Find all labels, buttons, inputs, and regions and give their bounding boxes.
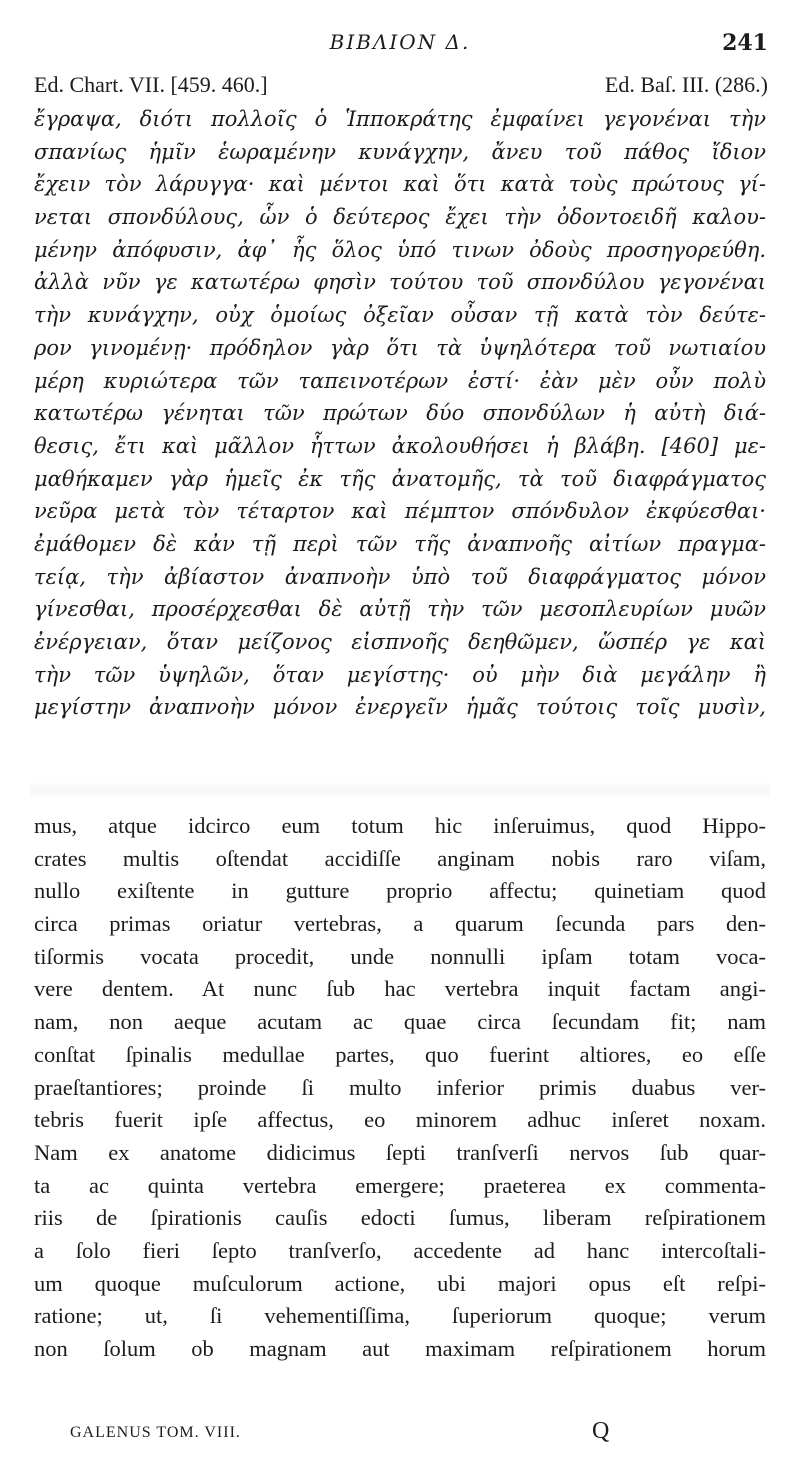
page-number: 241 xyxy=(722,30,768,56)
latin-text-line: a ſolo fieri ſepto tranſverſo, accedente ad hanc intercoſtali- xyxy=(34,1237,766,1263)
greek-text-line: ἐμάθομεν δὲ κἀν τῇ περὶ τῶν τῆς ἀναπνοῆς αἰτίων πραγμα- xyxy=(34,531,766,556)
edition-chart-reference: Ed. Chart. VII. [459. 460.] xyxy=(34,72,268,97)
latin-text-line: vere dentem. At nunc ſub hac vertebra inquit factam angi- xyxy=(34,976,766,1002)
latin-text-line: crates multis oſtendat accidiſſe anginam nobis raro viſam, xyxy=(34,845,766,871)
edition-reference-line xyxy=(34,72,768,98)
running-title: ΒΙΒΛΙΟΝ Δ. xyxy=(329,30,471,54)
latin-text-line: conſtat ſpinalis medullae partes, quo fuerint altiores, eo eſſe xyxy=(34,1041,766,1067)
latin-text-line: um quoque muſculorum actione, ubi majori opus eſt reſpi- xyxy=(34,1270,766,1296)
signature-mark: Q xyxy=(592,1418,610,1444)
greek-text-line: σπανίως ἡμῖν ἑωραμένην κυνάγχην, ἄνευ τοῦ πάθος ἴδιον xyxy=(34,139,766,164)
greek-text-line: γίνεσθαι, προσέρχεσθαι δὲ αὐτῇ τὴν τῶν μεσοπλευρίων μυῶν xyxy=(34,597,766,622)
greek-text-line: ρον γινομένῃ· πρόδηλον γὰρ ὅτι τὰ ὑψηλότερα τοῦ νωτιαίου xyxy=(34,335,766,360)
greek-text-line: ἀλλὰ νῦν γε κατωτέρω φησὶν τούτου τοῦ σπονδύλου γεγονέναι xyxy=(34,270,766,295)
latin-text-line: praeſtantiores; proinde ſi multo inferior primis duabus ver- xyxy=(34,1074,766,1100)
greek-text-line: νεῦρα μετὰ τὸν τέταρτον καὶ πέμπτον σπόνδυλον ἐκφύεσθαι· xyxy=(34,499,766,524)
greek-text-block xyxy=(34,103,766,724)
latin-text-line: riis de ſpirationis cauſis edocti ſumus, liberam reſpirationem xyxy=(34,1205,766,1231)
greek-text-line: μέρη κυριώτερα τῶν ταπεινοτέρων ἐστί· ἐὰν μὲν οὖν πολὺ xyxy=(34,368,766,393)
latin-text-line: nam, non aeque acutam ac quae circa ſecundam fit; nam xyxy=(34,1009,766,1035)
greek-text-line: τὴν τῶν ὑψηλῶν, ὅταν μεγίστης· οὐ μὴν διὰ μεγάλην ἢ xyxy=(34,662,766,687)
greek-text-line: ἔχειν τὸν λάρυγγα· καὶ μέντοι καὶ ὅτι κατὰ τοὺς πρώτους γί- xyxy=(34,172,766,197)
greek-text-line: ἔγραψα, διότι πολλοῖς ὁ Ἱπποκράτης ἐμφαίνει γεγονέναι τὴν xyxy=(34,107,766,131)
greek-text-line: μένην ἀπόφυσιν, ἀφ᾽ ἧς ὅλος ὑπό τινων ὀδοὺς προσηγορεύθη. xyxy=(34,237,766,262)
greek-text-line: μαθήκαμεν γὰρ ἡμεῖς ἐκ τῆς ἀνατομῆς, τὰ τοῦ διαφράγματος xyxy=(34,466,766,491)
edition-basel-reference: Ed. Baſ. III. (286.) xyxy=(604,72,768,97)
latin-text-line: circa primas oriatur vertebras, a quarum ſecunda pars den- xyxy=(34,911,766,937)
latin-text-line: tebris fuerit ipſe affectus, eo minorem adhuc inſeret noxam. xyxy=(34,1107,766,1133)
greek-text-line: τείᾳ, τὴν ἀβίαστον ἀναπνοὴν ὑπὸ τοῦ διαφράγματος μόνον xyxy=(34,564,766,589)
footer-signature: GALENUS TOM. VIII. xyxy=(70,1424,241,1441)
greek-text-line: κατωτέρω γένηται τῶν πρώτων δύο σπονδύλων ἡ αὐτὴ διά- xyxy=(34,401,766,426)
latin-text-line: non ſolum ob magnam aut maximam reſpirationem horum xyxy=(34,1336,766,1361)
latin-text-line: ta ac quinta vertebra emergere; praeterea ex commenta- xyxy=(34,1172,766,1198)
greek-text-line: θεσις, ἔτι καὶ μᾶλλον ἧττων ἀκολουθήσει ἡ βλάβη. [460] με- xyxy=(34,433,766,458)
latin-text-block xyxy=(34,810,766,1366)
latin-text-line: tiſormis vocata procedit, unde nonnulli ipſam totam voca- xyxy=(34,943,766,969)
bleed-through-shadow xyxy=(30,782,770,798)
latin-text-line: Nam ex anatome didicimus ſepti tranſverſi nervos ſub quar- xyxy=(34,1139,766,1165)
greek-text-line: μεγίστην ἀναπνοὴν μόνον ἐνεργεῖν ἡμᾶς τούτοις τοῖς μυσὶν, xyxy=(34,695,766,720)
latin-text-line: nullo exiſtente in gutture proprio affectu; quinetiam quod xyxy=(34,878,766,904)
greek-text-line: ἐνέργειαν, ὅταν μείζονος εἰσπνοῆς δεηθῶμεν, ὥσπέρ γε καὶ xyxy=(34,630,766,654)
greek-text-line: νεται σπονδύλους, ὧν ὁ δεύτερος ἔχει τὴν ὀδοντοειδῆ καλου- xyxy=(34,205,766,230)
greek-text-line: τὴν κυνάγχην, οὐχ ὁμοίως ὀξεῖαν οὖσαν τῇ κατὰ τὸν δεύτε- xyxy=(34,303,766,328)
latin-text-line: mus, atque idcirco eum totum hic inſeruimus, quod Hippo- xyxy=(34,813,766,838)
latin-text-line: ratione; ut, ſi vehementiſſima, ſuperiorum quoque; verum xyxy=(34,1303,766,1329)
